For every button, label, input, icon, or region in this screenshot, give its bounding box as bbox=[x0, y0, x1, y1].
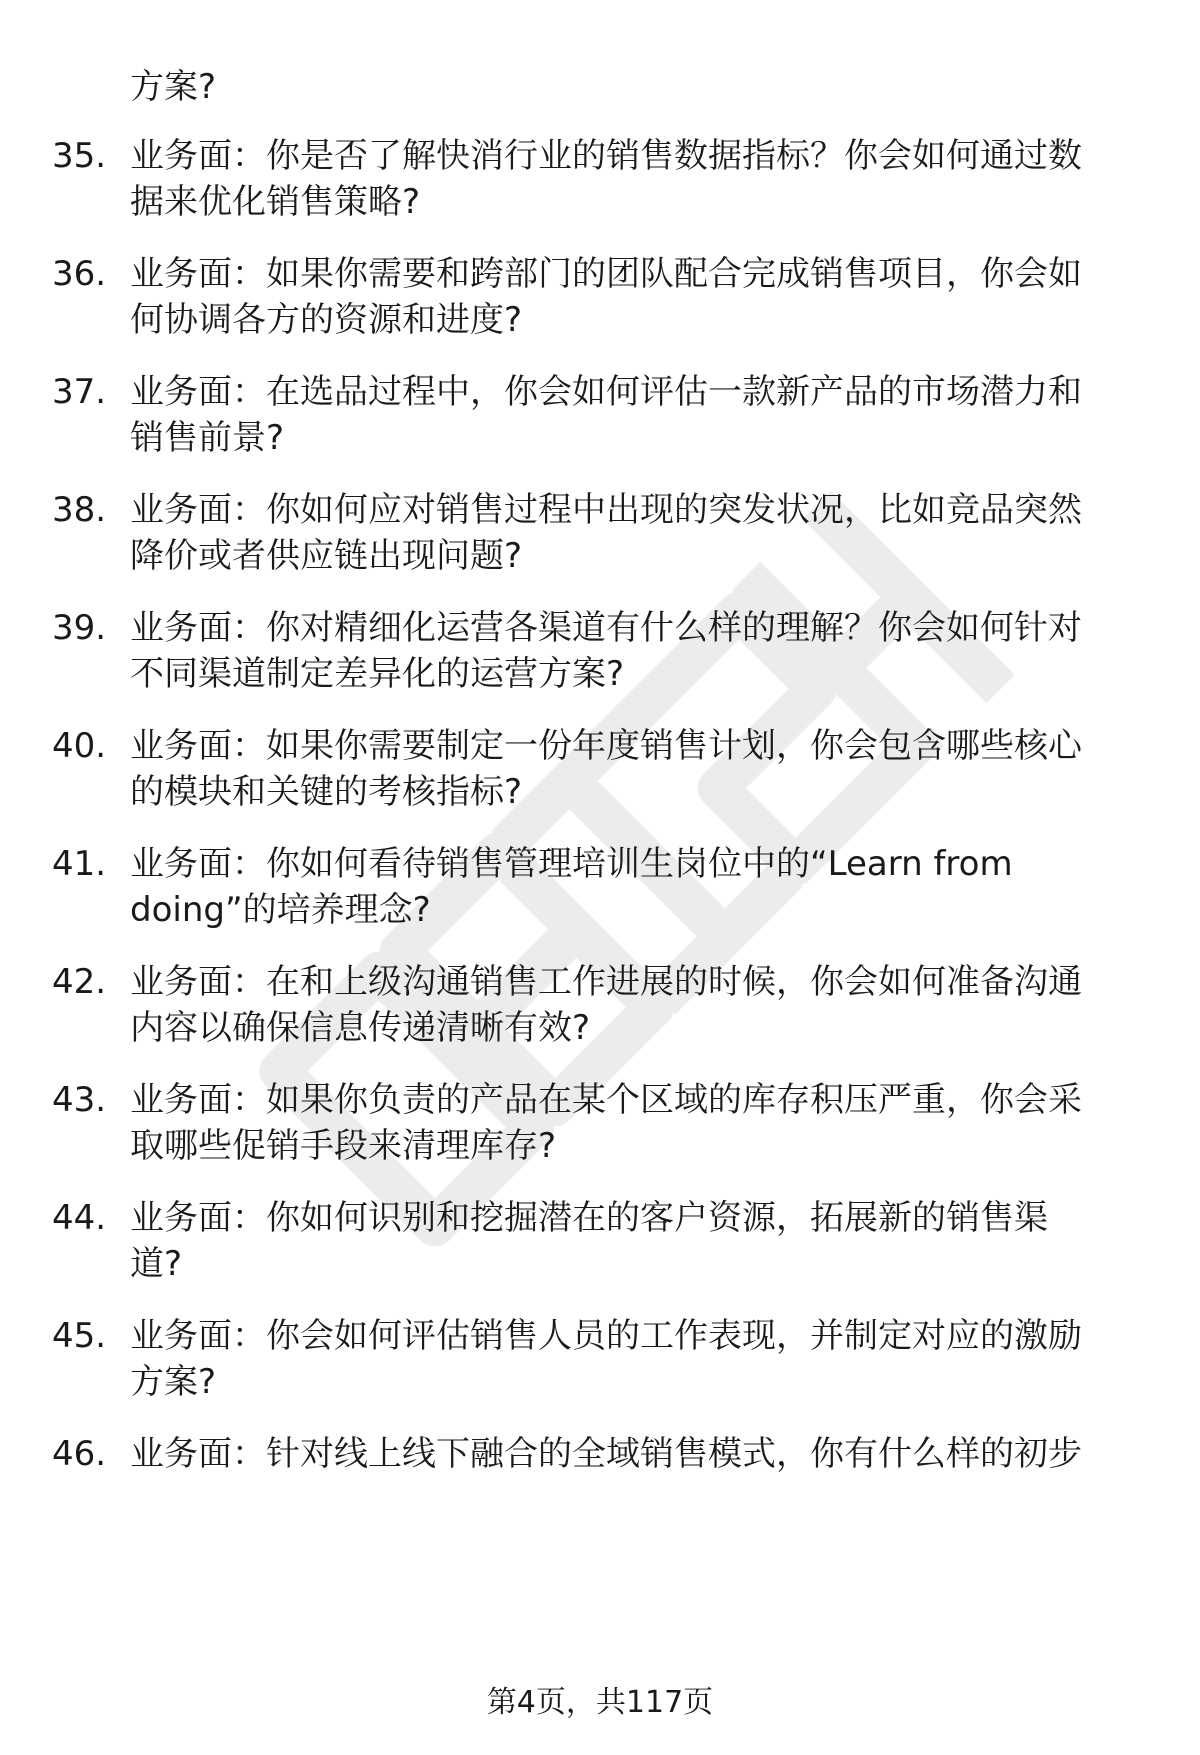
question-text-line2: 何协调各方的资源和进度? bbox=[130, 300, 523, 340]
question-number: 42. bbox=[52, 962, 107, 1002]
question-text-line1: 业务面：你如何看待销售管理培训生岗位中的“Learn from bbox=[130, 844, 1013, 884]
question-text-line1: 业务面：你如何应对销售过程中出现的突发状况，比如竞品突然 bbox=[130, 490, 1082, 530]
question-number: 38. bbox=[52, 490, 107, 530]
question-text-line1: 业务面：在选品过程中，你会如何评估一款新产品的市场潜力和 bbox=[130, 372, 1082, 412]
question-text-line2: 降价或者供应链出现问题? bbox=[130, 536, 523, 576]
question-number: 35. bbox=[52, 136, 107, 176]
question-text-line1: 业务面：针对线上线下融合的全域销售模式，你有什么样的初步 bbox=[130, 1434, 1082, 1474]
question-text-line2: 取哪些促销手段来清理库存? bbox=[130, 1126, 557, 1166]
question-number: 36. bbox=[52, 254, 107, 294]
question-text-line1: 业务面：如果你负责的产品在某个区域的库存积压严重，你会采 bbox=[130, 1080, 1082, 1120]
question-text-line2: 内容以确保信息传递清晰有效? bbox=[130, 1008, 591, 1048]
question-number: 40. bbox=[52, 726, 107, 766]
question-text-line1: 业务面：如果你需要制定一份年度销售计划，你会包含哪些核心 bbox=[130, 726, 1082, 766]
question-text-line1: 业务面：在和上级沟通销售工作进展的时候，你会如何准备沟通 bbox=[130, 962, 1082, 1002]
question-number: 39. bbox=[52, 608, 107, 648]
question-text-line2: 道? bbox=[130, 1244, 183, 1284]
question-text-line1: 业务面：你对精细化运营各渠道有什么样的理解？你会如何针对 bbox=[130, 608, 1082, 648]
question-text-line2: 不同渠道制定差异化的运营方案? bbox=[130, 654, 625, 694]
question-text-line2: 销售前景? bbox=[130, 418, 285, 458]
question-number: 43. bbox=[52, 1080, 107, 1120]
question-number: 44. bbox=[52, 1198, 107, 1238]
question-text-line1: 业务面：如果你需要和跨部门的团队配合完成销售项目，你会如 bbox=[130, 254, 1082, 294]
question-text-line1: 业务面：你是否了解快消行业的销售数据指标？你会如何通过数 bbox=[130, 136, 1082, 176]
question-number: 37. bbox=[52, 372, 107, 412]
question-text-line2: 的模块和关键的考核指标? bbox=[130, 772, 523, 812]
continued-text: 方案? bbox=[130, 67, 217, 107]
question-number: 46. bbox=[52, 1434, 107, 1474]
question-text-line2: 方案? bbox=[130, 1362, 217, 1402]
question-number: 41. bbox=[52, 844, 107, 884]
question-text-line2: 据来优化销售策略? bbox=[130, 182, 421, 222]
question-text-line2: doing”的培养理念? bbox=[130, 890, 431, 930]
question-text-line1: 业务面：你会如何评估销售人员的工作表现，并制定对应的激励 bbox=[130, 1316, 1082, 1356]
question-number: 45. bbox=[52, 1316, 107, 1356]
page-footer: 第4页，共117页 bbox=[486, 1685, 714, 1720]
question-text-line1: 业务面：你如何识别和挖掘潜在的客户资源，拓展新的销售渠 bbox=[130, 1198, 1048, 1238]
